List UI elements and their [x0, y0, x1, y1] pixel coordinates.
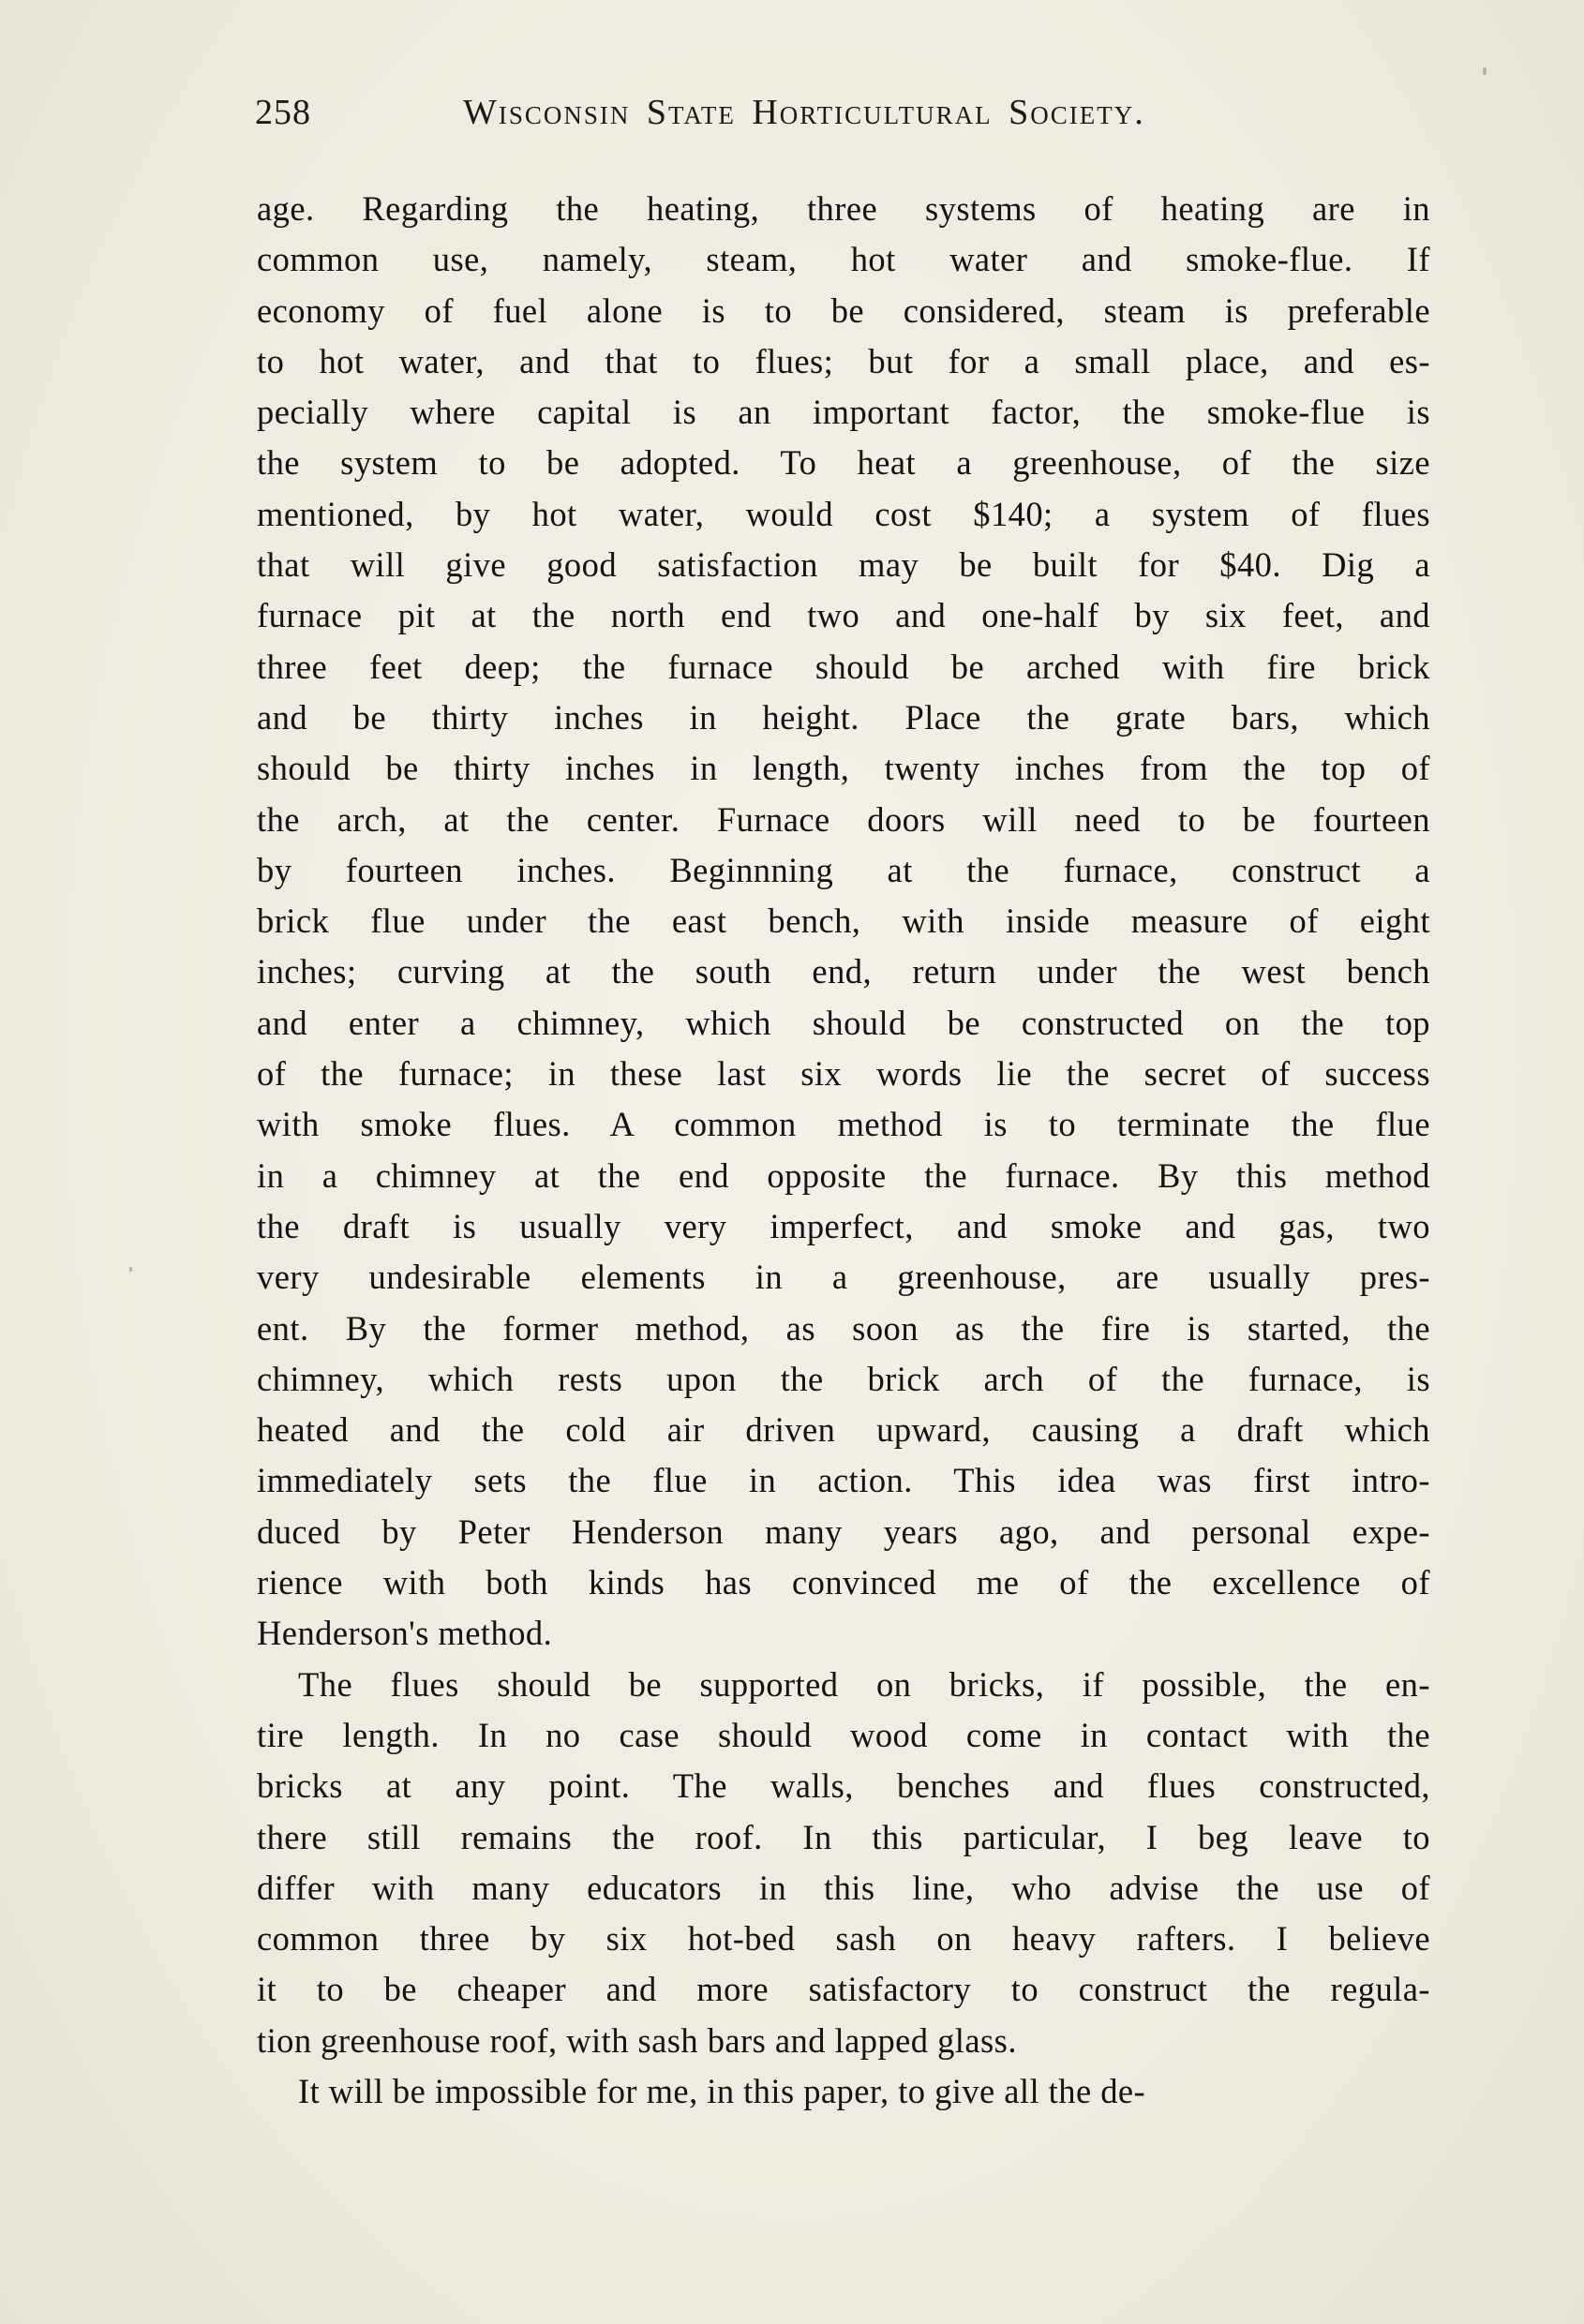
paragraph — [257, 2066, 1430, 2117]
text-line: there still remains the roof. In this particular, I beg leave to — [257, 1817, 1430, 1856]
text-line: Henderson's method. — [257, 1614, 553, 1653]
text-line: immediately sets the flue in action. This idea was first intro- — [257, 1461, 1430, 1500]
text-line: It will be impossible for me, in this paper, to give all the de- — [298, 2071, 1146, 2110]
text-line: The flues should be supported on bricks, if possible, the en- — [298, 1664, 1430, 1704]
text-line: that will give good satisfaction may be built for $40. Dig a — [257, 545, 1430, 585]
text-line: common use, namely, steam, hot water and smoke-flue. If — [257, 240, 1430, 279]
text-line: and enter a chimney, which should be constructed on the top — [257, 1003, 1430, 1042]
text-line: inches; curving at the south end, return under the west bench — [257, 952, 1430, 991]
text-line: brick flue under the east bench, with inside measure of eight — [257, 901, 1430, 941]
text-line: rience with both kinds has convinced me of the excellence of — [257, 1563, 1430, 1602]
text-line: ent. By the former method, as soon as the fire is started, the — [257, 1308, 1430, 1348]
text-line: the draft is usually very imperfect, and smoke and gas, two — [257, 1206, 1430, 1245]
running-head — [255, 92, 1248, 148]
text-line: in a chimney at the end opposite the furnace. By this method — [257, 1155, 1430, 1195]
body-text — [257, 184, 1430, 2117]
journal-title: Wisconsin State Horticultural Society. — [463, 93, 1145, 132]
text-line: bricks at any point. The walls, benches and flues constructed, — [257, 1766, 1430, 1806]
text-line: furnace pit at the north end two and one-half by six feet, and — [257, 596, 1430, 635]
text-line: pecially where capital is an important factor, the smoke-flue is — [257, 393, 1430, 432]
text-line: differ with many educators in this line, who advise the use of — [257, 1868, 1430, 1907]
text-line: of the furnace; in these last six words lie the secret of success — [257, 1054, 1430, 1094]
text-line: very undesirable elements in a greenhouse, are usually pres- — [257, 1258, 1430, 1297]
text-line: the arch, at the center. Furnace doors will need to be fourteen — [257, 799, 1430, 839]
paper-speck — [129, 1267, 132, 1272]
text-line: chimney, which rests upon the brick arch of the furnace, is — [257, 1359, 1430, 1398]
text-line: it to be cheaper and more satisfactory to construct the regula- — [257, 1970, 1430, 2009]
text-line: heated and the cold air driven upward, causing a draft which — [257, 1410, 1430, 1450]
paragraph — [257, 184, 1430, 1660]
text-line: common three by six hot-bed sash on heavy rafters. I believe — [257, 1919, 1430, 1959]
page-number: 258 — [255, 93, 311, 132]
text-line: with smoke flues. A common method is to terminate the flue — [257, 1105, 1430, 1144]
paragraph — [257, 1660, 1430, 2066]
text-line: should be thirty inches in length, twenty inches from the top of — [257, 749, 1430, 788]
text-line: to hot water, and that to flues; but for a small place, and es- — [257, 341, 1430, 380]
text-line: tire length. In no case should wood come in contact with the — [257, 1715, 1430, 1754]
text-line: tion greenhouse roof, with sash bars and lapped glass. — [257, 2020, 1017, 2060]
text-line: the system to be adopted. To heat a greenhouse, of the size — [257, 443, 1430, 483]
text-line: by fourteen inches. Beginnning at the furnace, construct a — [257, 850, 1430, 889]
paper-speck — [1483, 67, 1487, 75]
text-line: mentioned, by hot water, would cost $140; a system of flues — [257, 494, 1430, 533]
text-line: and be thirty inches in height. Place the grate bars, which — [257, 697, 1430, 737]
text-line: three feet deep; the furnace should be arched with fire brick — [257, 647, 1430, 686]
text-line: duced by Peter Henderson many years ago, and personal expe- — [257, 1512, 1430, 1551]
text-line: age. Regarding the heating, three systems of heating are in — [257, 189, 1430, 228]
text-line: economy of fuel alone is to be considered, steam is preferable — [257, 290, 1430, 330]
